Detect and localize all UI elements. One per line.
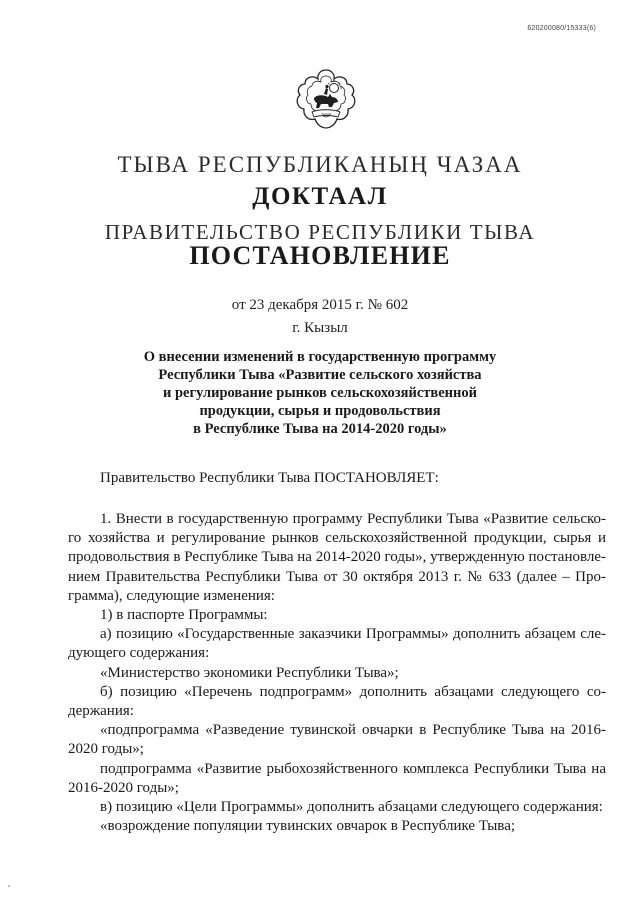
body-line: в) позицию «Цели Программы» дополнить абзацами следующего содержания: [100,799,603,816]
body-line: грамма), следующие изменения: [68,587,275,604]
body-line: «возрождение популяции тувинских овчарок в Республике Тыва; [100,818,516,835]
resolution-intro: Правительство Республики Тыва ПОСТАНОВЛЯЕТ: [100,470,439,486]
title-line: продукции, сырья и продовольствия [199,403,441,419]
body-line: 1. Внести в государственную программу Республики Тыва «Развитие сельско- [100,511,606,527]
document-title [118,348,522,438]
body-line: продовольствия в Республике Тыва на 2014-2020 годы», утвержденную постановле- [68,549,606,566]
document-body [68,510,606,836]
body-line: го хозяйства и регулирование рынков сельскохозяйственной продукции, сырья и [68,530,606,547]
header-government-russian: ПРАВИТЕЛЬСТВО РЕСПУБЛИКИ ТЫВА [104,220,536,244]
title-line: в Республике Тыва на 2014-2020 годы» [193,421,447,437]
body-line: дующего содержания: [68,645,210,662]
body-line: 1) в паспорте Программы: [100,607,268,624]
header-resolution-tuvan: ДОКТААЛ [252,183,388,210]
header-government-tuvan: ТЫВА РЕСПУБЛИКАНЫҢ ЧАЗАА [117,152,523,177]
document-date-number: от 23 декабря 2015 г. № 602 [231,297,409,313]
document-code: 620200080/15333(6) [527,25,596,32]
body-line: 2016-2020 годы»; [68,779,179,796]
scan-artifact [8,885,10,887]
title-line: О внесении изменений в государственную программу [143,349,497,365]
title-line: Республики Тыва «Развитие сельского хозяйства [158,367,482,383]
body-line: 2020 годы»; [68,741,144,758]
document-city: г. Кызыл [292,320,348,336]
tuva-coat-of-arms-icon [294,64,358,138]
body-line: держания: [68,703,134,720]
body-line: «подпрограмма «Разведение тувинской овчарки в Республике Тыва на 2016- [100,722,606,739]
body-line: нием Правительства Республики Тыва от 30 октября 2013 г. № 633 (далее – Про- [68,568,606,585]
title-line: и регулирование рынков сельскохозяйственной [163,385,477,401]
header-resolution-russian: ПОСТАНОВЛЕНИЕ [189,241,451,270]
emblem-ribbon-text: ТЫВА [320,112,332,117]
body-line: а) позицию «Государственные заказчики Программы» дополнить абзацем сле- [100,626,606,643]
body-line: «Министерство экономики Республики Тыва»; [100,664,399,681]
body-line: подпрограмма «Развитие рыбохозяйственного комплекса Республики Тыва на [100,760,606,777]
body-line: б) позицию «Перечень подпрограмм» дополнить абзацами следующего со- [100,683,606,700]
